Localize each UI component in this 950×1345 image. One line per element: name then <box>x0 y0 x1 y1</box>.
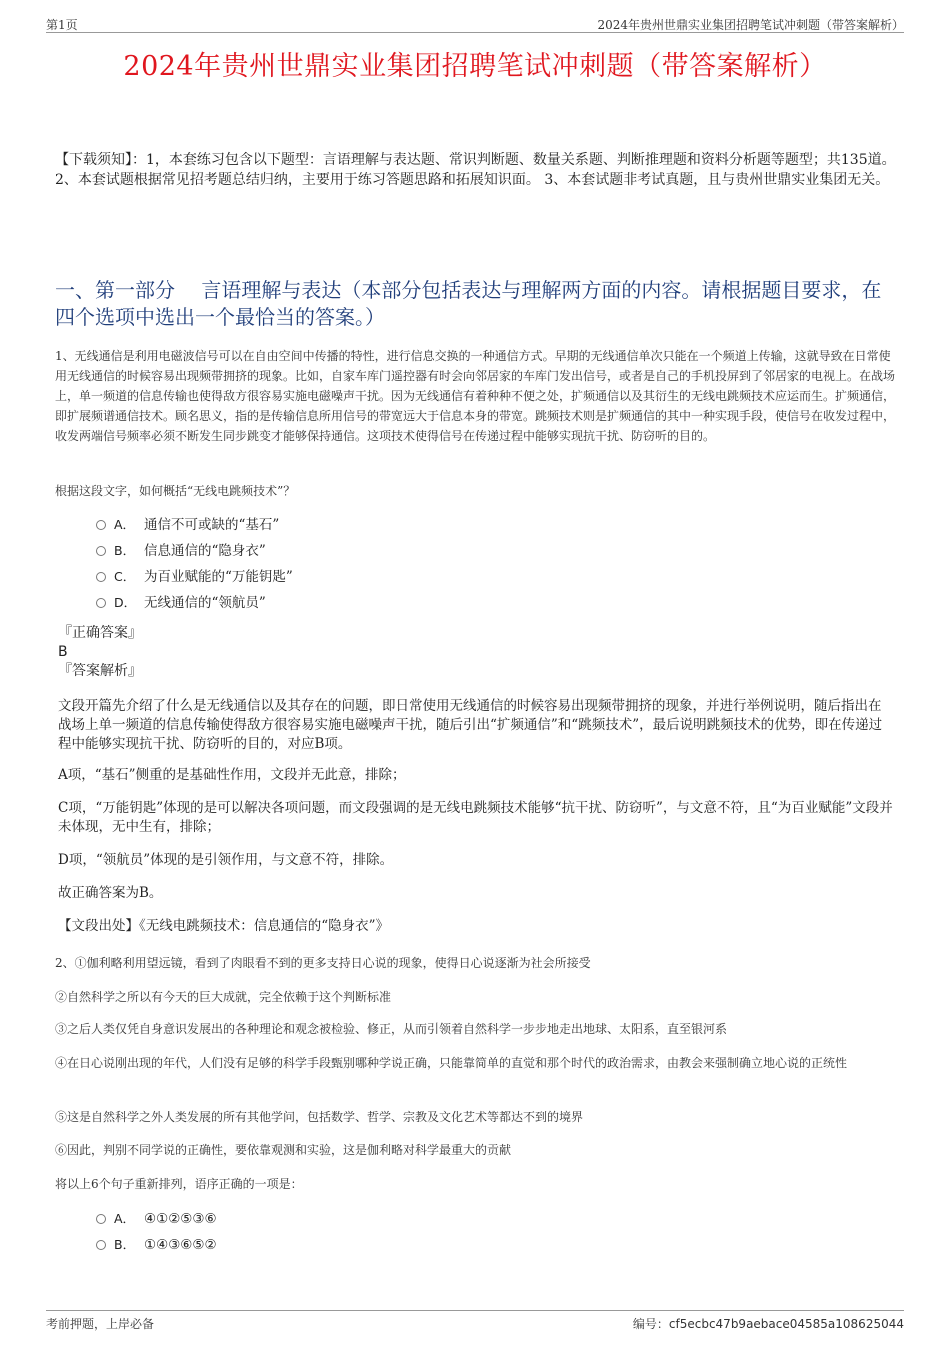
document-code-value: cf5ecbc47b9aebace04585a108625044 <box>668 1317 904 1331</box>
radio-icon[interactable] <box>96 1240 106 1250</box>
radio-icon[interactable] <box>96 520 106 530</box>
analysis-paragraph: D项，“领航员”体现的是引领作用，与文意不符，排除。 <box>58 852 394 868</box>
passage-source: 【文段出处】《无线电跳频技术：信息通信的“隐身衣”》 <box>58 918 390 934</box>
question-2-sentence: ③之后人类仅凭自身意识发展出的各种理论和观念被检验、修正，从而引领着自然科学一步步地走出地球、太阳系，直至银河系 <box>55 1022 728 1036</box>
radio-icon[interactable] <box>96 572 106 582</box>
document-code-label: 编号： <box>632 1317 669 1331</box>
download-notice: 【下载须知】：1，本套练习包含以下题型：言语理解与表达题、常识判断题、数量关系题、判断推理题和资料分析题等题型；共135道。 2、本套试题根据常见招考题总结归纳，主要用于练习答题思路和拓展知识面。 3、本套试题非考试真题，且与贵州世鼎实业集团无关。 <box>55 152 896 188</box>
page-footer <box>46 1310 904 1331</box>
option-b[interactable]: B． 信息通信的“隐身衣” <box>96 538 293 564</box>
analysis-paragraph: 文段开篇先介绍了什么是无线通信以及其存在的问题，即日常使用无线通信的时候容易出现频带拥挤的现象，并进行举例说明，随后指出在战场上单一频道的信息传输使得敌方很容易实施电磁噪声干扰，随后引出“扩频通信”和“跳频技术”，最后说明跳频技术的优势，即在传递过程中能够实现抗干扰、防窃听的目的，对应B项。 <box>58 698 883 752</box>
answer-value: B <box>58 644 68 660</box>
question-1-options <box>96 512 293 616</box>
section-title: 一、第一部分 言语理解与表达（本部分包括表达与理解两方面的内容。请根据题目要求，在四个选项中选出一个最恰当的答案。） <box>55 278 882 329</box>
question-2-options <box>96 1206 217 1258</box>
option-b[interactable]: B． ①④③⑥⑤② <box>96 1232 217 1258</box>
analysis-label: 『答案解析』 <box>58 663 142 679</box>
answer-block <box>58 624 142 681</box>
document-code <box>633 1315 904 1332</box>
radio-icon[interactable] <box>96 1214 106 1224</box>
question-2-sentence: ⑤这是自然科学之外人类发展的所有其他学问，包括数学、哲学、宗教及文化艺术等都达不到的境界 <box>55 1110 584 1124</box>
question-1-prompt: 根据这段文字，如何概括“无线电跳频技术”？ <box>55 484 296 498</box>
question-2-sentence: ⑥因此，判别不同学说的正确性，要依靠观测和实验，这是伽利略对科学最重大的贡献 <box>55 1143 512 1157</box>
radio-icon[interactable] <box>96 546 106 556</box>
analysis-paragraph: A项，“基石”侧重的是基础性作用，文段并无此意，排除； <box>58 767 406 783</box>
question-2-sentence: ②自然科学之所以有今天的巨大成就，完全依赖于这个判断标准 <box>55 990 392 1004</box>
page-number: 第1页 <box>46 18 78 32</box>
option-a[interactable]: A． ④①②⑤③⑥ <box>96 1206 217 1232</box>
page-header <box>46 14 904 33</box>
question-2-sentence: ④在日心说刚出现的年代，人们没有足够的科学手段甄别哪种学说正确，只能靠简单的直觉和那个时代的政治需求，由教会来强制确立地心说的正统性 <box>55 1056 848 1070</box>
question-2-prompt: 将以上6个句子重新排列，语序正确的一项是： <box>55 1177 303 1191</box>
footer-slogan: 考前押题，上岸必备 <box>46 1317 155 1331</box>
document-title: 2024年贵州世鼎实业集团招聘笔试冲刺题（带答案解析） <box>123 51 827 82</box>
answer-label: 『正确答案』 <box>58 625 142 641</box>
option-d[interactable]: D． 无线通信的“领航员” <box>96 590 293 616</box>
question-2-sentence: 2、①伽利略利用望远镜，看到了肉眼看不到的更多支持日心说的现象，使得日心说逐渐为社会所接受 <box>55 956 591 970</box>
analysis-conclusion: 故正确答案为B。 <box>58 885 163 901</box>
header-doc-title: 2024年贵州世鼎实业集团招聘笔试冲刺题（带答案解析） <box>597 18 904 32</box>
analysis-paragraph: C项，“万能钥匙”体现的是可以解决各项问题，而文段强调的是无线电跳频技术能够“抗干扰、防窃听”，与文意不符，且“为百业赋能”文段并未体现，无中生有，排除； <box>58 800 893 835</box>
radio-icon[interactable] <box>96 598 106 608</box>
question-1-passage: 1、无线通信是利用电磁波信号可以在自由空间中传播的特性，进行信息交换的一种通信方式。早期的无线通信单次只能在一个频道上传输，这就导致在日常使用无线通信的时候容易出现频带拥挤的现象。比如，自家车库门遥控器有时会向邻居家的车库门发出信号，或者是自己的手机投屏到了邻居家的电视上。在战场上，单一频道的信息传输也使得敌方很容易实施电磁噪声干扰。因为无线通信有着种种不便之处，扩频通信以及其衍生的无线电跳频技术应运而生。扩频通信，即扩展频谱通信技术。顾名思义，指的是传输信息所用信号的带宽远大于信息本身的带宽。跳频技术则是扩频通信的其中一种实现手段，使信号在收发过程中，收发两端信号频率必须不断发生同步跳变才能够保持通信。这项技术使得信号在传递过程中能够实现抗干扰、防窃听的目的。 <box>55 349 896 443</box>
option-c[interactable]: C． 为百业赋能的“万能钥匙” <box>96 564 293 590</box>
option-a[interactable]: A． 通信不可或缺的“基石” <box>96 512 293 538</box>
